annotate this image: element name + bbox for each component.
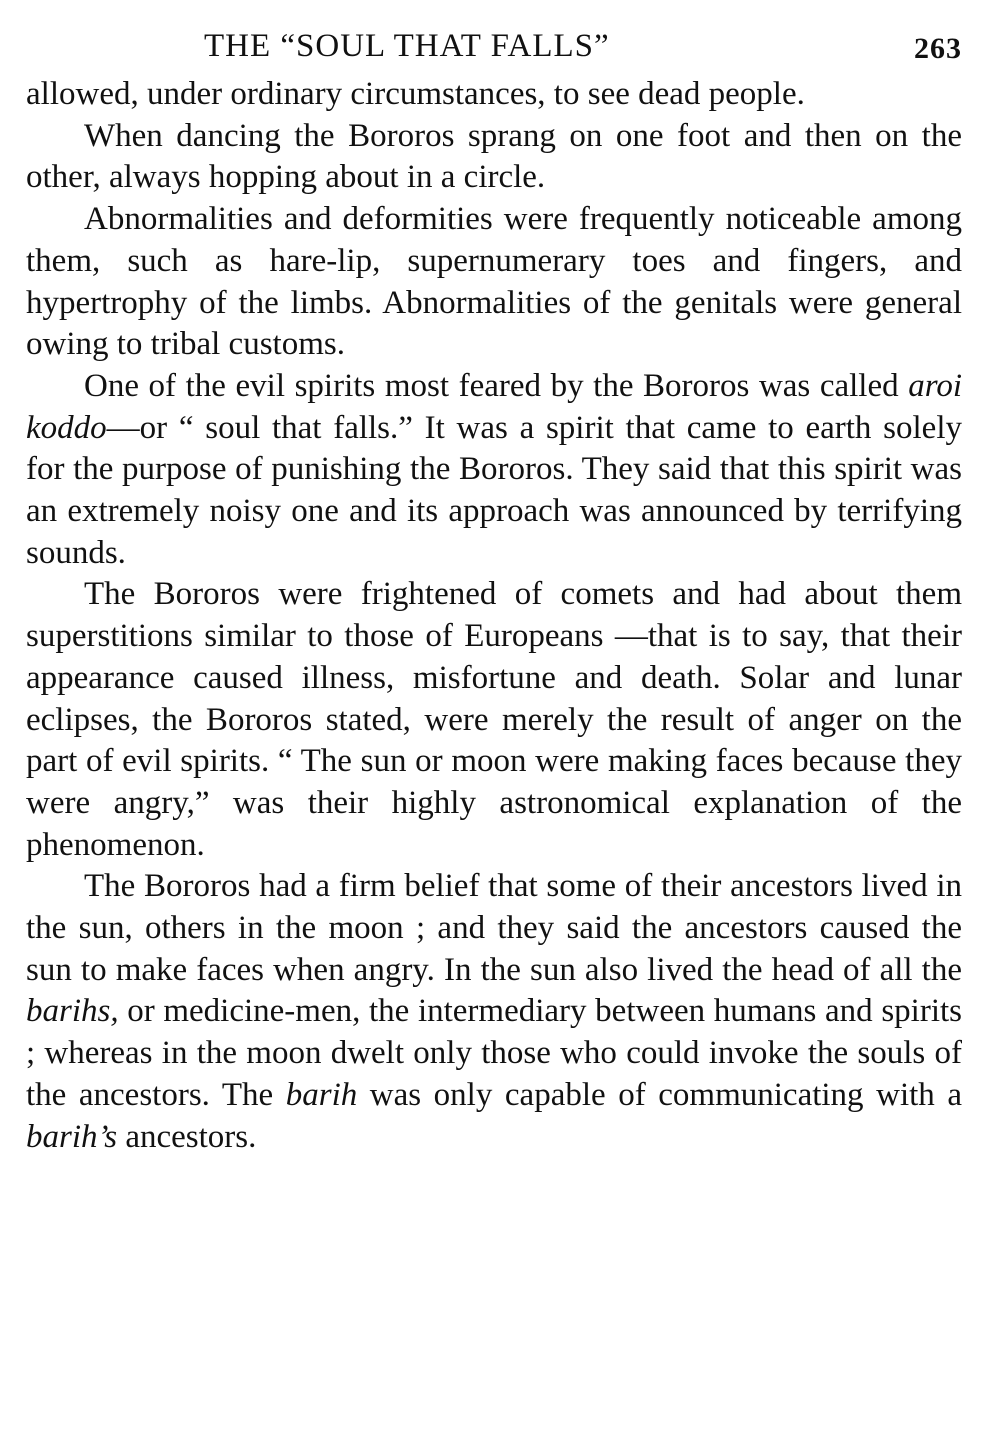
paragraph-5	[26, 574, 962, 866]
paragraph-text: Abnormalities and deformities were frequently noticeable among them, such as hare-lip, supernumerary toes and fingers, and hypertrophy of the limbs. Abnormalities of the genitals were general owing to tribal customs.	[26, 201, 962, 363]
paragraph-text: The Bororos were frightened of comets and had about them superstitions similar to those of Europeans —that is to say, that their appearance caused illness, misfortune and death. Solar and lunar eclipses, the Bororos stated, were merely the result of anger on the part of evil spirits. “ The sun or moon were making faces because they were angry,” was their highly astronomical explanation of the phenomenon.	[26, 576, 962, 863]
paragraph-text: —or “ soul that falls.” It was a spirit that came to earth solely for the purpose of punishing the Bororos. They said that this spirit was an extremely noisy one and its approach was announced by terrifying sounds.	[26, 409, 962, 571]
paragraph-text: When dancing the Bororos sprang on one foot and then on the other, always hopping about in a circle.	[26, 117, 962, 196]
italic-term: barih	[285, 1076, 358, 1113]
paragraph-text: One of the evil spirits most feared by the Bororos was called	[84, 367, 909, 404]
paragraph-text: allowed, under ordinary circumstances, to see dead people.	[26, 76, 805, 112]
page-number: 263	[914, 32, 962, 65]
running-head	[26, 22, 962, 74]
paragraph-text: or medicine-men, the intermediary between humans and spirits ; whereas in the moon dwelt only those who could invoke the souls of the ancestors. The	[26, 993, 962, 1113]
paragraph-text: The Bororos had a firm belief that some of their ancestors lived in the sun, others in the moon ; and they said the ancestors caused the sun to make faces when angry. In the sun also lived the head of all the	[26, 868, 962, 988]
body-text	[26, 74, 962, 1158]
paragraph-text: was only capable of communicating with a	[357, 1076, 962, 1113]
running-title: THE “SOUL THAT FALLS”	[204, 28, 610, 64]
italic-term: barihs,	[26, 993, 119, 1030]
book-page	[26, 22, 962, 1158]
paragraph-2	[26, 116, 962, 199]
italic-term: aroi koddo	[26, 367, 962, 446]
paragraph-4	[26, 366, 962, 575]
paragraph-text: ancestors.	[117, 1118, 257, 1155]
italic-term: barih’s	[26, 1118, 118, 1155]
paragraph-6	[26, 866, 962, 1158]
paragraph-1	[26, 74, 962, 116]
paragraph-3	[26, 199, 962, 366]
